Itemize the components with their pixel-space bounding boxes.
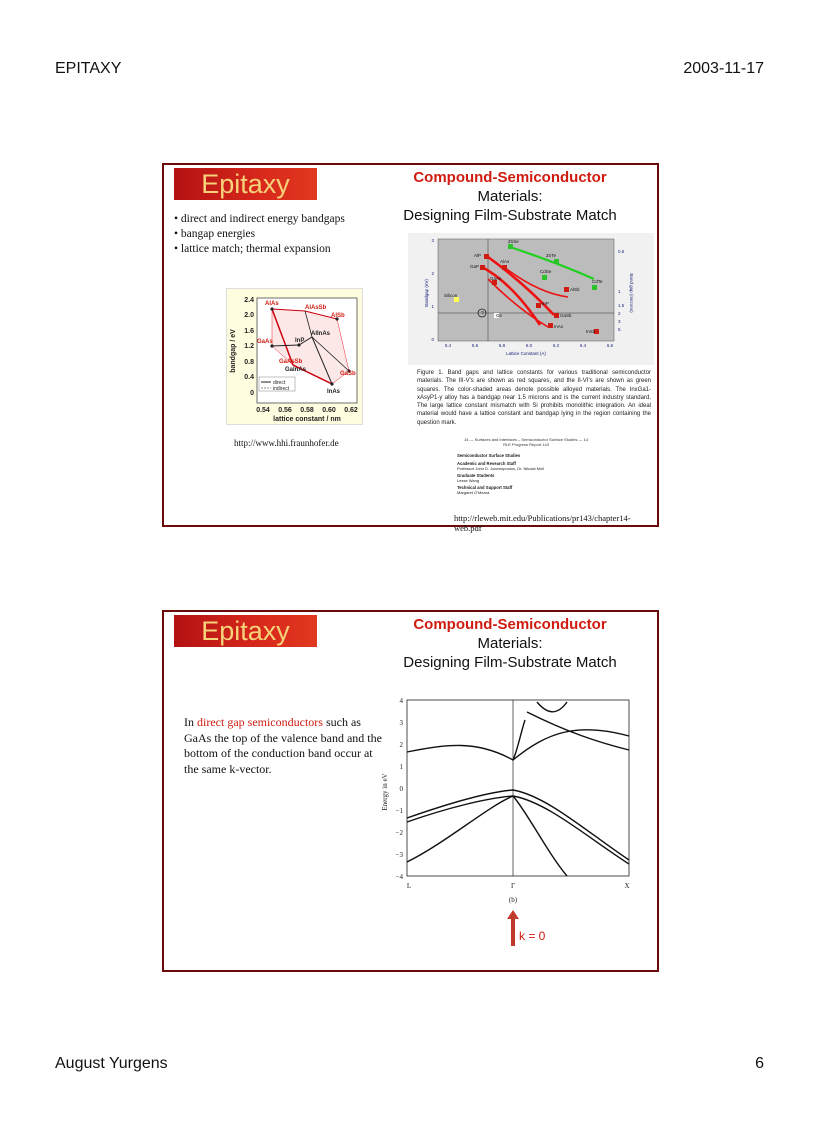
right-tick: 5 — [618, 327, 621, 332]
report-header-line: 14 — Surfaces and Interfaces – Semiconductor Surface Studies — 14 — [464, 437, 589, 442]
title-line3: Designing Film-Substrate Match — [403, 654, 617, 671]
x-tick: 0.54 — [256, 407, 270, 414]
label-insb: InSb — [586, 329, 596, 334]
y-tick: 3 — [399, 719, 403, 727]
y-tick: 1 — [399, 763, 403, 771]
slide-badge: Epitaxy — [174, 615, 317, 647]
slide-title — [382, 168, 638, 225]
y-tick: −2 — [395, 829, 403, 837]
x-label-x: X — [624, 882, 630, 890]
slide-1 — [162, 163, 659, 533]
svg-text:?: ? — [481, 311, 484, 317]
label-inp: InP — [295, 338, 305, 344]
y-axis-label-right: Band gap (microns) — [629, 273, 634, 313]
label-znte: ZnTe — [546, 253, 557, 258]
y-tick: −3 — [395, 851, 403, 859]
y-tick: 1.6 — [244, 328, 254, 335]
right-tick: 2 — [618, 311, 621, 316]
x-tick: 0.56 — [278, 407, 292, 414]
bullet: • lattice match; thermal expansion — [174, 243, 331, 255]
label-gasb-2: GaSb — [560, 313, 572, 318]
marker-inas — [330, 382, 333, 385]
y-tick: 1.2 — [244, 343, 254, 350]
figure-caption: Figure 1. Band gaps and lattice constants for various traditional semiconductor materials. The III-V's are shown as red squares, and the II-VI's are shown as green squares. The color-shaded areas denote possible alloyed materials. The InxGa1-xAsyP1-y alloy has a bandgap near 1.5 microns and is the current industry standard. The large lattice constant mismatch with Si prohibits monolithic integration. An ideal material would have a lattice constant and bandgap lying in the region containing the question mark. — [417, 370, 651, 426]
marker-znse — [508, 244, 513, 249]
marker-alas — [270, 307, 273, 310]
label-alsb: AlSb — [331, 313, 345, 319]
y-tick: −1 — [395, 807, 403, 815]
legend-direct: direct — [273, 380, 286, 386]
legend-indirect: indirect — [273, 386, 290, 392]
title-line2: Materials: — [477, 188, 543, 205]
marker-gap — [480, 265, 485, 270]
staff-heading: Graduate Students — [457, 473, 495, 478]
staff-heading: Academic and Research Staff — [457, 461, 516, 466]
title-red: Compound-Semiconductor — [413, 169, 607, 186]
staff-heading: Semiconductor Surface Studies — [457, 453, 521, 458]
y-tick: −4 — [395, 873, 403, 881]
label-silicon: Silicon — [444, 293, 458, 298]
label-alsb-2: AlSb — [570, 287, 580, 292]
marker-gasb-2 — [554, 313, 559, 318]
staff-heading: Technical and Support Staff — [457, 485, 513, 490]
label-znse: ZnSe — [508, 239, 519, 244]
label-ge: Ge — [496, 313, 503, 318]
right-tick: 0.5 — [618, 249, 625, 254]
bandgap-figure — [226, 288, 363, 425]
label-inp-2: InP — [542, 301, 549, 306]
body-paragraph — [184, 715, 384, 777]
x-tick: 0.60 — [322, 407, 336, 414]
x-tick: 0.62 — [344, 407, 358, 414]
title-line3: Designing Film-Substrate Match — [403, 207, 617, 224]
up-arrow-icon — [507, 910, 519, 946]
title-red: Compound-Semiconductor — [413, 616, 607, 633]
materials-figure — [408, 233, 654, 365]
left-tick: 0 — [431, 337, 434, 342]
source-url[interactable]: http://www.hhi.fraunhofer.de — [234, 438, 339, 448]
label-gaas-2: GaAs — [490, 276, 502, 281]
label-alp: AlP — [474, 253, 482, 258]
x-tick: 6.2 — [552, 343, 560, 348]
label-gaas: GaAs — [257, 339, 273, 345]
x-axis-label: Lattice Constant (A) — [506, 351, 546, 356]
staff-names: Professor John D. Joannopoulos, Dr. Nikolai Moll — [457, 466, 544, 471]
y-tick: 0 — [250, 390, 254, 397]
y-axis-label: Energy in eV — [381, 773, 389, 811]
staff-names: Margaret O'Meara — [457, 490, 490, 495]
x-tick: 0.58 — [300, 407, 314, 414]
left-tick: 3 — [431, 238, 434, 243]
x-tick: 5.4 — [444, 343, 452, 348]
footer-page-number: 6 — [755, 1055, 764, 1072]
x-axis-label: lattice constant / nm — [273, 416, 341, 423]
slide-title — [382, 615, 638, 672]
y-axis-label-left: Bandgap (eV) — [424, 279, 429, 307]
band-structure-figure — [377, 692, 639, 910]
marker-alas-2 — [502, 265, 507, 270]
source-url[interactable]: http://rleweb.mit.edu/Publications/pr143/chapter14-web.pdf — [454, 513, 631, 533]
x-tick: 6.0 — [525, 343, 533, 348]
marker-cdte — [592, 285, 597, 290]
y-tick: 0 — [399, 785, 403, 793]
marker-inas-2 — [548, 323, 553, 328]
header-left: EPITAXY — [55, 60, 122, 77]
title-line2: Materials: — [477, 635, 543, 652]
marker-alsb-2 — [564, 287, 569, 292]
label-alas-2: AlAs — [500, 259, 510, 264]
left-tick: 1 — [431, 304, 434, 309]
y-tick: 4 — [399, 697, 403, 705]
x-label-l: L — [406, 882, 412, 890]
label-gap: GaP — [470, 264, 480, 269]
slide-badge: Epitaxy — [174, 168, 317, 200]
label-inas: InAs — [327, 389, 341, 395]
slide-2 — [162, 610, 659, 972]
label-cdte: CdTe — [592, 279, 603, 284]
right-tick: 3 — [618, 319, 621, 324]
label-inas-2: InAs — [554, 324, 564, 329]
y-axis-label: bandgap / eV — [230, 329, 237, 373]
marker-inp-2 — [536, 303, 541, 308]
y-tick: 2.0 — [244, 312, 254, 319]
marker-cdse — [542, 275, 547, 280]
marker-znte — [554, 259, 559, 264]
bullet: • bangap energies — [174, 228, 256, 240]
para-rest: such as GaAs the top of the valence band and the bottom of the conduction band occur at the same k-vector. — [184, 715, 382, 776]
x-label-gamma: Γ — [510, 882, 516, 890]
bullet-list — [174, 212, 345, 257]
footer-author: August Yurgens — [55, 1055, 168, 1072]
x-tick: 6.6 — [606, 343, 614, 348]
report-subheader: RLE Progress Report 143 — [503, 442, 549, 447]
label-gaassb: GaAsSb — [279, 359, 303, 365]
k-zero-label: k = 0 — [519, 929, 546, 943]
y-tick: 0.8 — [244, 359, 254, 366]
y-tick: 2 — [399, 741, 403, 749]
report-page-header — [464, 437, 588, 447]
left-tick: 2 — [431, 271, 434, 276]
para-prefix: In — [184, 715, 197, 729]
right-tick: 1 — [618, 289, 621, 294]
marker-alp — [484, 254, 489, 259]
label-alas: AlAs — [265, 301, 279, 307]
staff-names: Lesse Wang — [457, 478, 480, 483]
x-tick: 5.6 — [471, 343, 479, 348]
figure-sub: (b) — [508, 896, 518, 904]
label-cdse: CdSe — [540, 269, 552, 274]
label-gainas: GaInAs — [285, 367, 307, 373]
para-highlight: direct gap semiconductors — [197, 715, 323, 729]
label-alasSb: AlAsSb — [305, 305, 327, 311]
label-gasb: GaSb — [340, 371, 356, 377]
x-tick: 5.8 — [498, 343, 506, 348]
y-tick: 2.4 — [244, 297, 254, 304]
y-tick: 0.4 — [244, 374, 254, 381]
header-date: 2003-11-17 — [683, 60, 764, 77]
right-tick: 1.5 — [618, 303, 625, 308]
label-alinas: AlInAs — [311, 331, 331, 337]
x-tick: 6.4 — [579, 343, 587, 348]
bullet: • direct and indirect energy bandgaps — [174, 213, 345, 225]
staff-list — [457, 453, 544, 495]
